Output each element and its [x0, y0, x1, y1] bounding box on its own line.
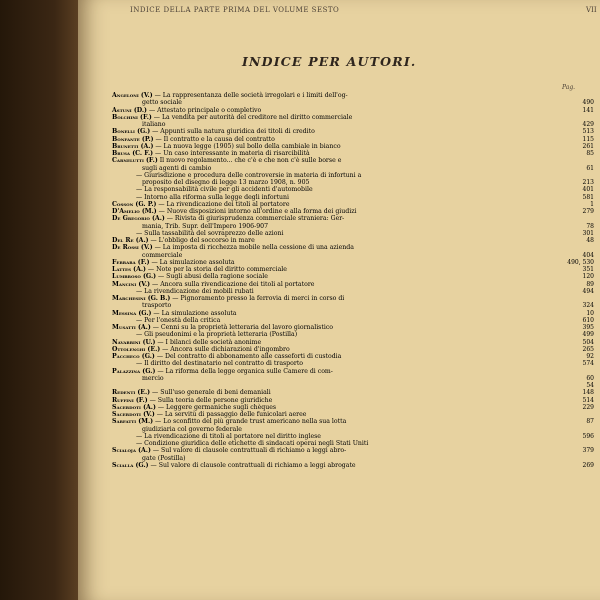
index-entry: [112, 455, 594, 462]
entry-text: [112, 259, 235, 266]
entry-title: — Intorno alla riforma sulla legge degli infortuni: [136, 193, 290, 201]
entry-text: [112, 172, 361, 179]
entry-author: De Rossi (V.): [112, 244, 153, 252]
entry-title: — La simulazione assoluta: [149, 258, 235, 266]
index-entry: [112, 418, 594, 425]
entry-title: — La vendita per autorità del creditore nel diritto commerciale: [151, 113, 353, 121]
entry-text: [112, 223, 268, 230]
entry-page-number: 92: [586, 353, 594, 360]
entry-author: Messina (G.): [112, 309, 152, 317]
index-entry: [112, 266, 594, 273]
index-entry: [112, 92, 594, 99]
entry-page-number: 10: [586, 309, 594, 317]
entry-text: [112, 317, 220, 324]
entry-text: [112, 128, 315, 135]
entry-title: mania, Trib. Supr. dell'Impero 1906-907: [142, 222, 269, 230]
index-entry: [112, 389, 594, 396]
entry-title: giudiziaria col governo federale: [142, 425, 242, 433]
entry-text: [112, 230, 283, 237]
entry-text: [112, 252, 182, 259]
page-folio: VII: [586, 6, 597, 14]
entry-page-number: 54: [586, 382, 594, 389]
book-spine-shadow: [0, 0, 78, 600]
index-entry: [112, 150, 594, 157]
index-entry: [112, 143, 594, 150]
entry-page-number: 395: [582, 324, 594, 331]
entry-author: Redenti (E.): [112, 389, 151, 397]
index-entry: [112, 331, 594, 338]
entry-page-number: 514: [582, 396, 594, 404]
index-entry: [112, 208, 594, 215]
index-entry: [112, 136, 594, 143]
entry-author: Brusa (C. F.): [112, 150, 154, 157]
index-entry: [112, 288, 594, 295]
index-entry: [112, 440, 594, 447]
entry-author: D'Amelio (M.): [112, 208, 157, 215]
entry-title: — La rivendicazione dei titoli al portatore: [156, 200, 290, 208]
entry-page-number: 148: [582, 389, 594, 397]
index-entry: [112, 317, 594, 324]
running-head: INDICE DELLA PARTE PRIMA DEL VOLUME SESTO: [130, 6, 340, 14]
entry-text: [112, 244, 354, 251]
entry-title: — La rivendicazione dei mobili rubati: [136, 287, 254, 295]
entry-author: Sacerdoti (A.): [112, 403, 156, 411]
entry-title: — Sul valore di clausole contrattuali di richiamo a leggi abrogate: [148, 461, 356, 469]
entry-text: [112, 150, 310, 157]
entry-text: [112, 143, 341, 150]
index-entry: [112, 99, 594, 106]
entry-text: [112, 368, 333, 375]
index-entry: [112, 107, 594, 114]
index-entry: [112, 281, 594, 288]
entry-page-number: 265: [582, 345, 594, 353]
entry-author: Angeloni (V.): [112, 92, 153, 99]
entry-page-number: 596: [582, 432, 594, 440]
entry-author: Scialla (G.): [112, 461, 149, 469]
index-entry: [112, 201, 594, 208]
entry-author: Lattes (A.): [112, 266, 146, 273]
entry-text: [112, 310, 237, 317]
entry-title: — Ancora sulla rivendicazione dei titoli al portatore: [150, 280, 315, 288]
index-entry: [112, 252, 594, 259]
index-entry: [112, 339, 594, 346]
entry-page-number: 85: [586, 150, 594, 157]
entry-page-number: 261: [582, 142, 594, 150]
index-entry: [112, 237, 594, 244]
entry-text: [112, 165, 211, 172]
index-entries: [112, 92, 594, 469]
entry-title: — Rivista di giurisprudenza commerciale straniera: Ger-: [164, 215, 345, 223]
entry-page-number: 574: [582, 360, 594, 368]
entry-title: proposito del disegno di legge 13 marzo 1908, n. 905: [142, 179, 310, 186]
entry-page-number: 213: [582, 179, 594, 186]
entry-author: De Gregorio (A.): [112, 215, 165, 223]
page-column-label: Pag.: [562, 84, 576, 91]
entry-page-number: 401: [582, 186, 594, 194]
entry-text: [112, 157, 341, 164]
entry-author: Astuni (D.): [112, 106, 147, 114]
entry-author: Ruffini (F.): [112, 396, 148, 404]
entry-author: Mancini (V.): [112, 280, 151, 288]
index-entry: [112, 368, 594, 375]
entry-text: [112, 404, 276, 411]
index-entry: [112, 404, 594, 411]
entry-text: [112, 194, 289, 201]
entry-author: Bonfante (P.): [112, 135, 154, 143]
entry-text: [112, 266, 287, 273]
entry-author: Navarrini (U.): [112, 338, 156, 346]
entry-page-number: 429: [582, 121, 594, 128]
entry-text: [112, 237, 255, 244]
entry-title: — Appunti sulla natura giuridica dei titoli di credito: [150, 128, 315, 136]
entry-author: Bolchini (F.): [112, 113, 152, 121]
entry-author: Ottolenghi (E.): [112, 345, 161, 353]
entry-page-number: 513: [582, 128, 594, 136]
entry-title: — Un caso interessante in materia di risarcibilità: [153, 150, 310, 157]
entry-page-number: 48: [586, 237, 594, 244]
entry-text: [112, 433, 321, 440]
entry-text: [112, 447, 346, 454]
entry-title: — La rappresentanza delle società irregolari e i limiti dell'og-: [152, 92, 348, 99]
index-entry: [112, 157, 594, 164]
entry-text: [112, 324, 333, 331]
entry-title: mercio: [142, 374, 164, 382]
index-entry: [112, 324, 594, 331]
entry-page-number: 89: [586, 280, 594, 288]
entry-title: — I bilanci delle società anonime: [155, 338, 262, 346]
entry-text: [112, 462, 356, 469]
entry-title: — Note per la storia del diritto commerciale: [145, 266, 287, 273]
entry-text: [112, 295, 344, 302]
index-entry: [112, 310, 594, 317]
entry-page-number: 1: [590, 200, 594, 208]
entry-author: Bonelli (G.): [112, 128, 151, 136]
index-entry: [112, 194, 594, 201]
entry-text: [112, 382, 142, 389]
entry-page-number: 60: [586, 374, 594, 382]
entry-title: — Sulla tassabilità del sovraprezzo delle azioni: [136, 229, 284, 237]
index-entry: [112, 295, 594, 302]
entry-title: — La riforma della legge organica sulle Camere di com-: [155, 367, 333, 375]
entry-page-number: 324: [582, 302, 594, 310]
entry-page-number: 610: [582, 316, 594, 324]
entry-author: Ferrara (F.): [112, 258, 150, 266]
index-entry: [112, 244, 594, 251]
entry-title: — Gli pseudonimi e la proprietà letteraria (Postilla): [136, 331, 298, 339]
entry-text: [112, 426, 242, 433]
index-entry: [112, 353, 594, 360]
entry-author: Sacerdoti (V.): [112, 411, 155, 418]
entry-text: [112, 186, 313, 193]
entry-author: Brunetti (A.): [112, 142, 154, 150]
index-entry: [112, 223, 594, 230]
entry-page-number: 115: [582, 135, 594, 143]
entry-text: [112, 360, 303, 367]
entry-author: Musatti (A.): [112, 324, 151, 331]
entry-title: — L'obbligo del soccorso in mare: [148, 237, 255, 244]
entry-page-number: 379: [582, 447, 594, 455]
index-entry: [112, 114, 594, 121]
entry-title: — Del contratto di abbonamento alle casseforti di custodia: [154, 353, 342, 360]
entry-text: [112, 353, 341, 360]
entry-title: — Il contratto e la causa del contratto: [153, 135, 275, 143]
index-entry: [112, 462, 594, 469]
index-entry: [112, 230, 594, 237]
entry-page-number: 490, 530: [567, 258, 594, 266]
index-entry: [112, 215, 594, 222]
entry-page-number: 61: [586, 164, 594, 172]
entry-text: [112, 121, 166, 128]
entry-text: [112, 302, 171, 309]
entry-text: [112, 375, 164, 382]
entry-title: — Sulla teoria delle persone giuridiche: [147, 396, 273, 404]
entry-page-number: 351: [582, 266, 594, 273]
entry-title: — Il diritto del destinatario nel contratto di trasporto: [136, 360, 304, 368]
entry-text: [112, 418, 346, 425]
entry-title: commerciale: [142, 251, 183, 259]
entry-author: Cosson (G. P.): [112, 200, 157, 208]
entry-text: [112, 411, 306, 418]
entry-page-number: 490: [582, 99, 594, 107]
entry-page-number: 87: [586, 418, 594, 426]
index-entry: [112, 273, 594, 280]
index-entry: [112, 302, 594, 309]
entry-title: — Pignoramento presso la ferrovia di merci in corso di: [170, 295, 345, 302]
entry-text: [112, 331, 297, 338]
entry-text: [112, 346, 290, 353]
entry-author: Lumbroso (G.): [112, 273, 157, 281]
index-entry: [112, 411, 594, 418]
entry-author: Carnelutti (F.): [112, 157, 158, 165]
entry-title: sugli agenti di cambio: [142, 164, 212, 172]
entry-title: italiano: [142, 121, 166, 128]
index-entry: [112, 433, 594, 440]
index-entry: [112, 128, 594, 135]
entry-title: — Condizione giuridica delle etichette di sindacati operai negli Stati Uniti: [136, 440, 369, 447]
entry-page-number: 141: [582, 106, 594, 114]
index-entry: [112, 447, 594, 454]
entry-title: — La rivendicazione di titoli al portatore nel diritto inglese: [136, 432, 321, 440]
entry-title: — Sul valore di clausole contrattuali di richiamo a leggi abro-: [150, 447, 347, 455]
index-entry: [112, 397, 594, 404]
entry-text: [112, 339, 261, 346]
entry-title: trasporto: [142, 302, 172, 310]
entry-title: — Ancora sulle dichiarazioni d'ingombro: [160, 345, 290, 353]
entry-author: Scialoja (A.): [112, 447, 151, 455]
entry-page-number: 499: [582, 331, 594, 339]
entry-text: [112, 281, 314, 288]
entry-title: — Per l'onestà della critica: [136, 316, 221, 324]
entry-text: [112, 136, 275, 143]
entry-text: [112, 273, 268, 280]
entry-title: — Lo sconfitto del più grande trust americano nella sua lotta: [153, 418, 347, 426]
entry-author: Palazzina (G.): [112, 367, 156, 375]
index-entry: [112, 259, 594, 266]
entry-page-number: 581: [582, 193, 594, 201]
entry-page-number: 229: [582, 403, 594, 411]
index-entry: [112, 121, 594, 128]
index-entry: [112, 179, 594, 186]
entry-page-number: 404: [582, 251, 594, 259]
entry-title: — La nuova legge (1905) sul bollo della cambiale in bianco: [153, 142, 341, 150]
index-entry: [112, 165, 594, 172]
entry-text: [112, 440, 368, 447]
entry-author: Marchesini (G. B.): [112, 295, 171, 302]
entry-text: [112, 455, 186, 462]
entry-page-number: 78: [586, 222, 594, 230]
index-entry: [112, 172, 594, 179]
index-entry: [112, 346, 594, 353]
entry-text: [112, 288, 254, 295]
entry-text: [112, 201, 290, 208]
entry-title: — Sugli abusi della ragione sociale: [156, 273, 268, 281]
entry-author: Paccheco (G.): [112, 353, 155, 360]
entry-title: — Leggere germaniche sugli chèques: [155, 403, 277, 411]
entry-title: — La imposta di ricchezza mobile nella cessione di una azienda: [152, 244, 354, 252]
entry-page-number: 494: [582, 287, 594, 295]
entry-page-number: 120: [582, 273, 594, 281]
index-entry: [112, 382, 594, 389]
index-title: INDICE PER AUTORI.: [242, 54, 417, 69]
entry-text: [112, 179, 309, 186]
entry-author: Del Re (A.): [112, 237, 149, 244]
entry-title: — Attestato principale o completivo: [147, 106, 262, 114]
entry-page-number: 279: [582, 208, 594, 215]
index-entry: [112, 360, 594, 367]
entry-page-number: 269: [582, 461, 594, 469]
entry-title: — La responsabilità civile per gli accidenti d'automobile: [136, 186, 313, 194]
entry-author: Sarfatti (M.): [112, 418, 154, 426]
entry-page-number: 301: [582, 229, 594, 237]
entry-text: [112, 92, 348, 99]
entry-title: — La simulazione assoluta: [151, 309, 237, 317]
entry-title: getto sociale: [142, 99, 182, 107]
index-entry: [112, 375, 594, 382]
entry-title: — Sull'uso generale di beni demaniali: [150, 389, 271, 397]
entry-text: [112, 107, 261, 114]
entry-page-number: 504: [582, 338, 594, 346]
entry-text: [112, 215, 344, 222]
entry-text: [112, 114, 352, 121]
entry-title: gate (Postilla): [142, 454, 186, 462]
entry-text: [112, 389, 271, 396]
entry-text: [112, 208, 356, 215]
entry-text: [112, 99, 182, 106]
entry-title: Il nuovo regolamento... che c'è e che non c'è sulle borse e: [157, 157, 342, 165]
index-entry: [112, 186, 594, 193]
entry-title: — Giurisdizione e procedura delle controversie in materia di infortuni a: [136, 171, 362, 179]
entry-title: — Cenni su la proprietà letteraria del lavoro giornalistico: [150, 324, 334, 331]
entry-title: — La servitù di passaggio delle funicolari aeree: [154, 411, 307, 418]
entry-title: — Nuove disposizioni intorno all'ordine e alla forma dei giudizi: [156, 208, 357, 215]
index-entry: [112, 426, 594, 433]
entry-text: [112, 397, 272, 404]
